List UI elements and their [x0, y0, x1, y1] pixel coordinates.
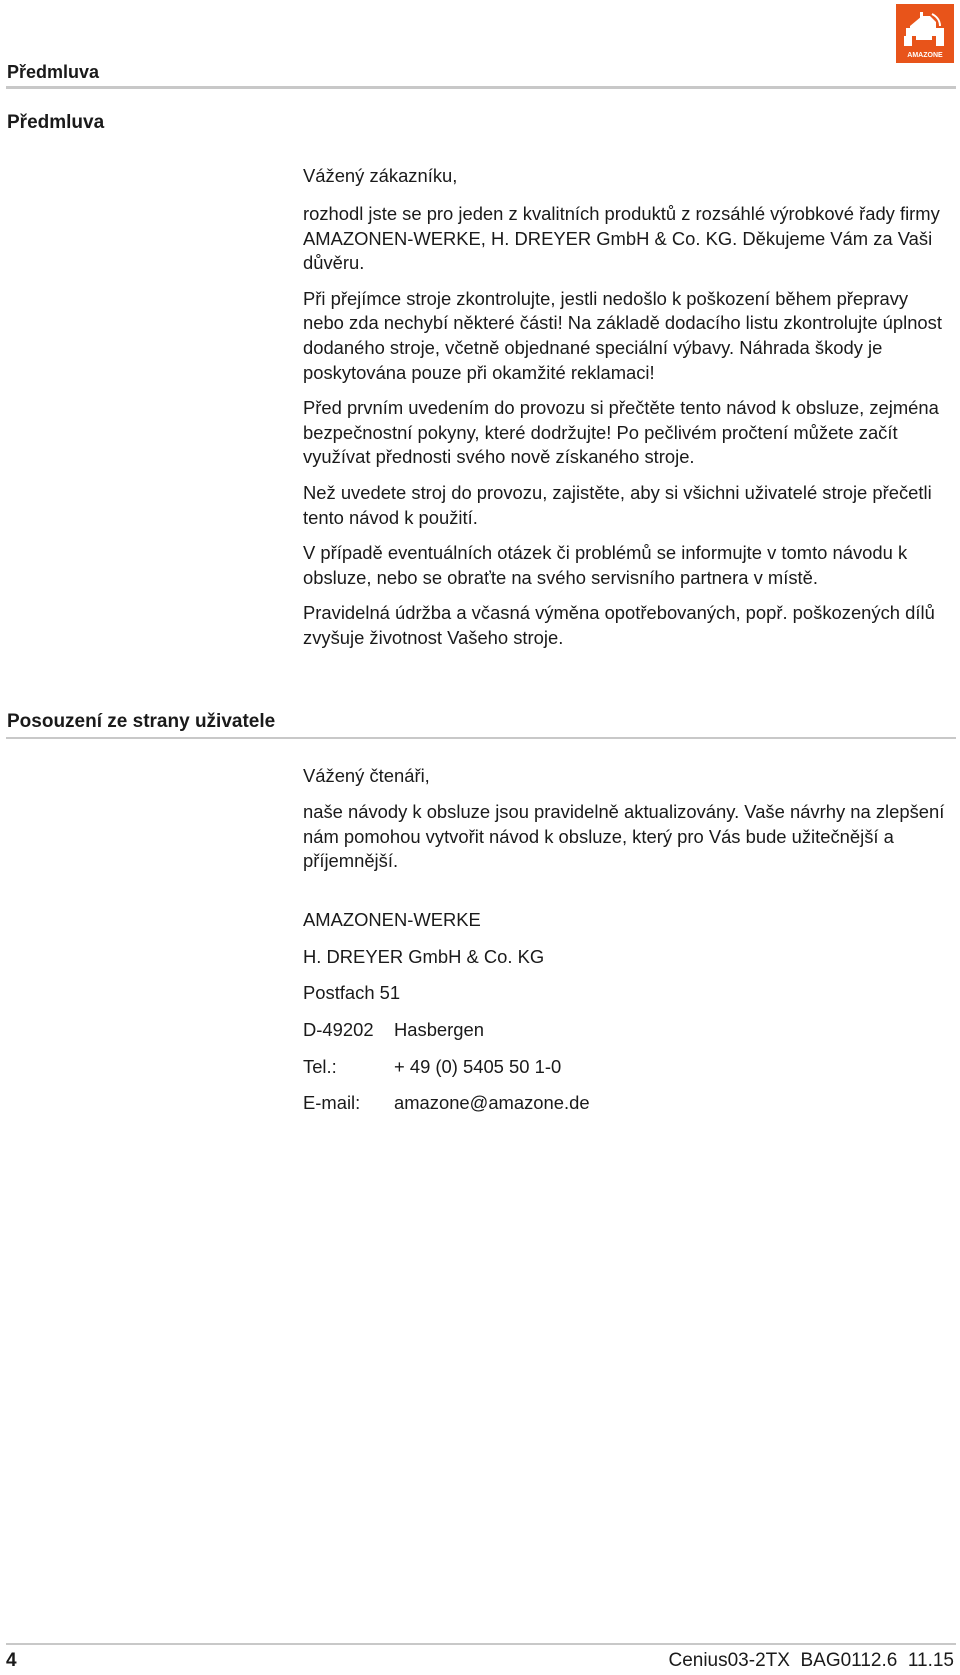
email-label: E-mail: — [303, 1092, 361, 1113]
address-postbox: Postfach 51 — [303, 982, 401, 1003]
address-company: AMAZONEN-WERKE — [303, 909, 481, 930]
paragraph: rozhodl jste se pro jeden z kvalitních produktů z rozsáhlé výrobkové řady firmy AMAZONEN-WERKE, H. DREYER GmbH & Co. KG. Děkujeme Vám za Vaši důvěru. — [303, 203, 940, 274]
header-divider — [6, 86, 956, 89]
phone-label: Tel.: — [303, 1056, 337, 1077]
paragraph: V případě eventuálních otázek či problémů se informujte v tomto návodu k obsluze, nebo se obraťte na svého servisního partnera v místě. — [303, 542, 908, 588]
address-city-line — [303, 1018, 484, 1043]
running-header-title: Předmluva — [7, 62, 100, 82]
greeting-customer: Vážený zákazníku, — [303, 165, 458, 186]
section-heading-foreword: Předmluva — [7, 112, 105, 133]
email-address[interactable]: amazone@amazone.de — [394, 1092, 590, 1113]
address-zip: D-49202 — [303, 1019, 374, 1040]
phone-number: + 49 (0) 5405 50 1-0 — [394, 1056, 562, 1077]
paragraph: Před prvním uvedením do provozu si přečtěte tento návod k obsluze, zejména bezpečnostní pokyny, které dodržujte! Po pečlivém pročtení můžete začít využívat přednosti svého nově získaného stroje. — [303, 397, 939, 468]
section-divider — [6, 737, 956, 739]
address-email-line — [303, 1091, 590, 1116]
paragraph: Než uvedete stroj do provozu, zajistěte, aby si všichni uživatelé stroje přečetli tento návod k použití. — [303, 481, 932, 528]
greeting-reader: Vážený čtenáři, — [303, 765, 430, 786]
logo-text: AMAZONE — [907, 52, 943, 59]
paragraph: naše návody k obsluze jsou pravidelně aktualizovány. Vaše návrhy na zlepšení nám pomohou vytvořit návod k obsluze, který pro Vás bude užitečnější a příjemnější. — [303, 801, 945, 872]
feedback-body — [303, 800, 953, 885]
amazone-logo — [896, 4, 954, 63]
paragraph: Při přejímce stroje zkontrolujte, jestli nedošlo k poškození během přepravy nebo zda nechybí některé části! Na základě dodacího listu zkontrolujte úplnost dodaného stroje, včetně objednané speciální výbavy. Náhrada škody je poskytována pouze při okamžité reklamaci! — [303, 287, 942, 383]
address-company-full: H. DREYER GmbH & Co. KG — [303, 946, 545, 967]
footer-divider — [6, 1643, 956, 1645]
amazone-logo-icon — [896, 4, 954, 63]
page-number: 4 — [6, 1650, 17, 1671]
address-phone-line — [303, 1055, 561, 1080]
address-city: Hasbergen — [394, 1019, 484, 1040]
paragraph: Pravidelná údržba a včasná výměna opotřebovaných, popř. poškozených dílů zvyšuje životnost Vašeho stroje. — [303, 602, 935, 648]
foreword-body — [303, 202, 953, 662]
section-heading-user-feedback: Posouzení ze strany uživatele — [7, 711, 276, 732]
document-id: Cenius03-2TX BAG0112.6 11.15 — [668, 1650, 954, 1671]
